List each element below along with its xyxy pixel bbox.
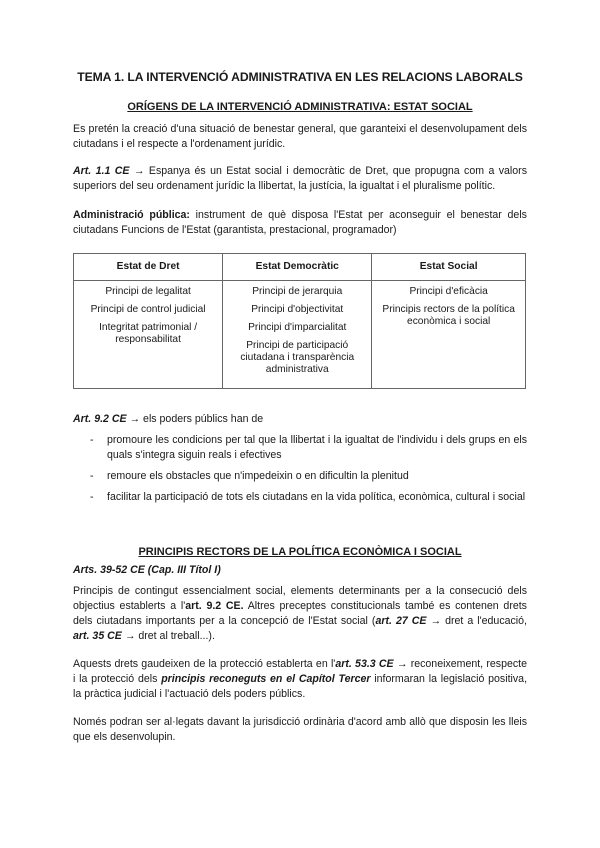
admin-text: instrument de què disposa l'Estat per aconseguir el benestar dels ciutadans Funcions de l'Estat (garantista, prestacional, programador) [73, 209, 527, 236]
table-header: Estat Democràtic [223, 254, 372, 281]
document-title: TEMA 1. LA INTERVENCIÓ ADMINISTRATIVA EN LES RELACIONS LABORALS [77, 70, 523, 84]
principle-item: Principi de participació ciutadana i transparència administrativa [240, 340, 355, 375]
art-9-2-list [73, 433, 527, 511]
text-span: → dret al treball...). [121, 630, 215, 642]
principles-table [73, 253, 526, 389]
principle-item: Principi d'eficàcia [409, 286, 488, 297]
list-item [73, 433, 527, 463]
section-heading-origins: ORÍGENS DE LA INTERVENCIÓ ADMINISTRATIVA: ESTAT SOCIAL [127, 101, 473, 113]
text-span: Aquests drets gaudeixen de la protecció establerta en l' [73, 658, 336, 670]
capitol-tercer-ref: principis reconeguts en el Capítol Tercer [161, 673, 371, 685]
table-row [74, 281, 526, 389]
list-item [73, 469, 527, 484]
table-header: Estat de Dret [74, 254, 223, 281]
arrow: → [129, 165, 149, 177]
art-9-2-paragraph [73, 412, 527, 427]
text-span: informaran la legislació positiva, la pràctica judicial i l'actuació dels poders públics. [73, 673, 528, 700]
text-span: → reconeixement, respecte i la protecció dels [73, 658, 527, 685]
art-1-1-text: Espanya és un Estat social i democràtic de Dret, que propugna com a valors superiors del seu ordenament jurídic la llibertat, la justícia, la igualtat i el pluralisme polític. [73, 165, 527, 192]
text-span: Principis de contingut essencialment social, elements determinants per a la consecució dels objectius establerts a l' [73, 585, 527, 612]
art-9-2-ref: art. 9.2 CE. [185, 600, 244, 612]
principle-item: Principis rectors de la política econòmica i social [382, 304, 515, 327]
principle-item: Principi d'objectivitat [251, 304, 344, 315]
principle-item: Principi d'imparcialitat [248, 322, 347, 333]
dash-bullet: - [90, 434, 94, 446]
dash-bullet: - [90, 491, 94, 503]
list-item-text: remoure els obstacles que n'impedeixin o en dificultin la plenitud [107, 470, 409, 482]
art-9-2-label: Art. 9.2 CE [73, 413, 127, 425]
art-53-3-ref: art. 53.3 CE [335, 658, 394, 670]
text-span: → dret a l'educació, [426, 615, 527, 627]
table-cell-estat-dret [74, 281, 223, 389]
list-item-text: facilitar la participació de tots els ciutadans en la vida política, econòmica, cultural i social [107, 491, 526, 503]
admin-label: Administració pública: [73, 209, 190, 221]
art-1-1-label: Art. 1.1 CE [73, 165, 130, 177]
list-item [73, 490, 527, 505]
text-span: Altres preceptes constitucionals també es contenen drets dels ciutadans importants per a la concepció de l'Estat social ( [73, 600, 527, 627]
admin-paragraph [73, 208, 527, 238]
table-header: Estat Social [372, 254, 526, 281]
art-27-ref: art. 27 CE [375, 615, 427, 627]
table-cell-estat-social [372, 281, 526, 389]
dash-bullet: - [90, 470, 94, 482]
principle-item: Principi de jerarquia [252, 286, 343, 297]
table-cell-estat-democratic [223, 281, 372, 389]
principis-paragraph [73, 584, 527, 644]
principle-item: Principi de control judicial [90, 304, 206, 315]
list-item-text: promoure les condicions per tal que la llibertat i la igualtat de l'individu i dels grups en els quals s'integra siguin reals i efectives [107, 434, 527, 461]
art-35-ref: art. 35 CE [73, 630, 122, 642]
principle-item: Integritat patrimonial / responsabilitat [99, 322, 198, 345]
principle-item: Principi de legalitat [105, 286, 191, 297]
section-subheading: Arts. 39-52 CE (Cap. III Títol I) [73, 564, 221, 576]
art-9-2-text: → els poders públics han de [126, 413, 264, 425]
jurisdiction-paragraph: Només podran ser al·legats davant la jurisdicció ordinària d'acord amb allò que disposin les lleis que els desenvolupin. [73, 716, 527, 743]
protection-paragraph [73, 657, 527, 702]
intro-paragraph: Es pretén la creació d'una situació de benestar general, que garanteixi el desenvolupament dels ciutadans i el respecte a l'ordenament jurídic. [73, 123, 527, 150]
section-heading-principis: PRINCIPIS RECTORS DE LA POLÍTICA ECONÒMICA I SOCIAL [138, 546, 462, 558]
art-1-1-paragraph [73, 164, 527, 194]
table-header-row [74, 254, 526, 281]
